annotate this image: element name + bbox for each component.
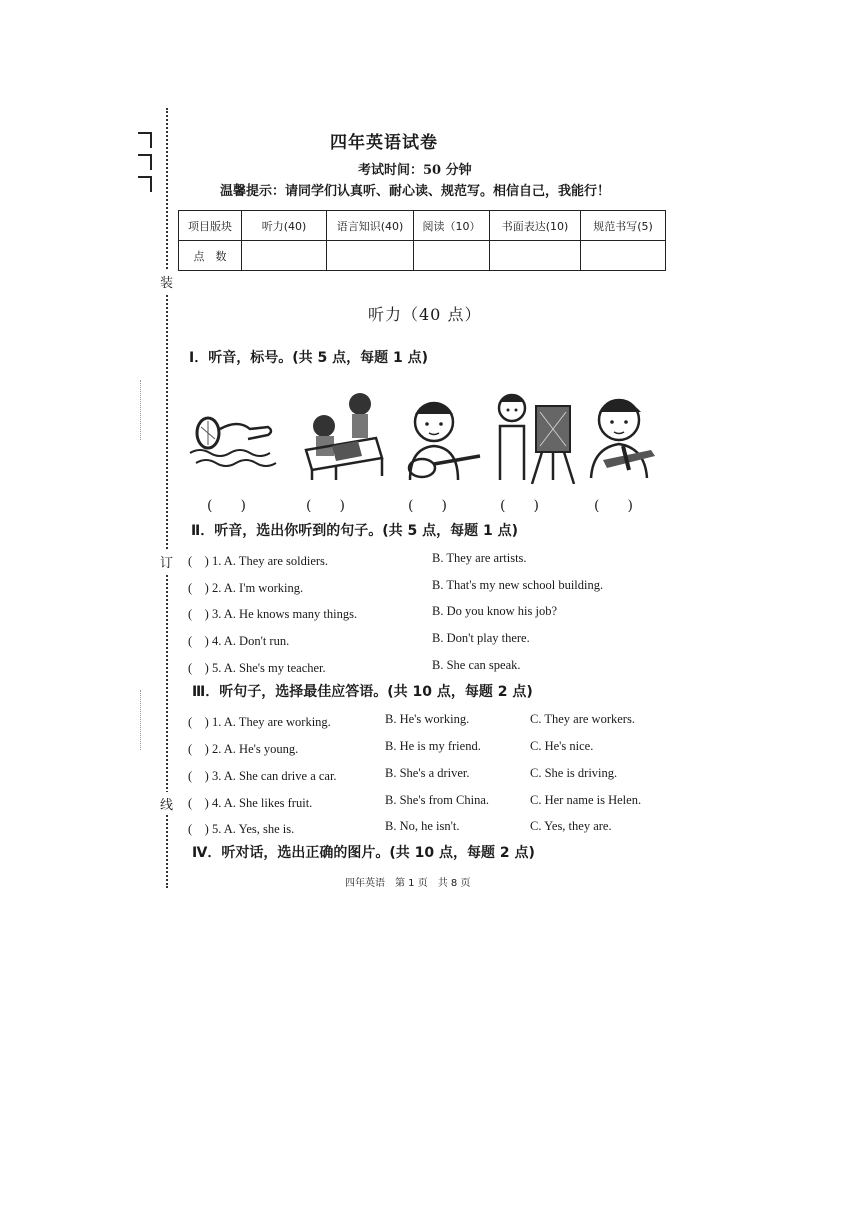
- part4-heading: Ⅳ．听对话，选出正确的图片。(共 10 点，每题 2 点): [192, 845, 535, 861]
- binding-char-zhuang: 装: [160, 270, 173, 293]
- part2-heading: Ⅱ．听音，选出你听到的句子。(共 5 点，每题 1 点): [191, 523, 518, 539]
- part3-heading: Ⅲ．听句子，选择最佳应答语。(共 10 点，每题 2 点): [192, 684, 533, 700]
- part1-heading: I．听音，标号。(共 5 点，每题 1 点): [189, 350, 428, 366]
- part2-option-a: ( ) 5. A. She's my teacher.: [188, 661, 326, 675]
- part3-option-b: B. He is my friend.: [385, 739, 481, 753]
- part2-option-b: B. She can speak.: [432, 658, 521, 672]
- part2-option-a: ( ) 4. A. Don't run.: [188, 634, 290, 648]
- part2-option-a: ( ) 2. A. I'm working.: [188, 581, 304, 595]
- painting-picture: [492, 388, 576, 484]
- guitar-picture: [400, 392, 482, 484]
- part3-option-c: C. Yes, they are.: [530, 819, 612, 833]
- score-table-header: [179, 211, 666, 241]
- score-header-cell: 听力(40): [242, 211, 327, 241]
- score-header-cell: 阅读（10）: [414, 211, 490, 241]
- score-cell[interactable]: [327, 241, 414, 271]
- score-header-cell: 语言知识(40): [327, 211, 414, 241]
- score-cell[interactable]: [490, 241, 581, 271]
- score-cell[interactable]: [414, 241, 490, 271]
- part3-option-c: C. Her name is Helen.: [530, 793, 642, 807]
- part3-option-b: B. No, he isn't.: [385, 819, 460, 833]
- binding-line: [166, 108, 168, 888]
- part3-option-a: ( ) 5. A. Yes, she is.: [188, 822, 295, 836]
- score-row-label: 点 数: [179, 241, 242, 271]
- binding-char-xian: 线: [160, 792, 173, 815]
- section-title: 听力（40 点）: [368, 305, 482, 324]
- name-bracket: [138, 132, 152, 148]
- part2-option-a: ( ) 1. A. They are soldiers.: [188, 554, 329, 568]
- swimming-picture: [188, 383, 280, 475]
- answer-blank[interactable]: ( ): [207, 498, 246, 514]
- page-footer: 四年英语 第 1 页 共 8 页: [345, 878, 471, 889]
- answer-blank[interactable]: ( ): [306, 498, 345, 514]
- model-plane-picture: [585, 386, 667, 480]
- exam-title: 四年英语试卷: [330, 133, 438, 153]
- part3-option-a: ( ) 2. A. He's young.: [188, 742, 299, 756]
- answer-blank[interactable]: ( ): [594, 498, 633, 514]
- part3-option-a: ( ) 1. A. They are working.: [188, 715, 331, 729]
- part2-option-b: B. Don't play there.: [432, 631, 530, 645]
- exam-time: 考试时间：50 分钟: [358, 163, 472, 178]
- part3-option-a: ( ) 4. A. She likes fruit.: [188, 796, 313, 810]
- part3-option-b: B. He's working.: [385, 712, 470, 726]
- faint-line: [140, 690, 141, 750]
- part3-option-c: C. He's nice.: [530, 739, 594, 753]
- answer-blank[interactable]: ( ): [500, 498, 539, 514]
- score-header-cell: 项目版块: [179, 211, 242, 241]
- binding-char-ding: 订: [160, 550, 173, 573]
- score-cell[interactable]: [581, 241, 666, 271]
- part3-option-b: B. She's from China.: [385, 793, 489, 807]
- part2-option-b: B. They are artists.: [432, 551, 527, 565]
- answer-blank[interactable]: ( ): [408, 498, 447, 514]
- part3-option-c: C. They are workers.: [530, 712, 635, 726]
- part3-option-a: ( ) 3. A. She can drive a car.: [188, 769, 337, 783]
- name-bracket: [138, 176, 152, 192]
- part3-option-b: B. She's a driver.: [385, 766, 470, 780]
- part2-option-a: ( ) 3. A. He knows many things.: [188, 607, 358, 621]
- part2-option-b: B. Do you know his job?: [432, 604, 557, 618]
- score-table-row: [179, 241, 666, 271]
- part3-option-c: C. She is driving.: [530, 766, 618, 780]
- exam-tip: 温馨提示：请同学们认真听、耐心读、规范写。相信自己，我能行！: [220, 184, 611, 199]
- score-header-cell: 书面表达(10): [490, 211, 581, 241]
- score-header-cell: 规范书写(5): [581, 211, 666, 241]
- part2-option-b: B. That's my new school building.: [432, 578, 604, 592]
- faint-line: [140, 380, 141, 440]
- score-table: [178, 210, 666, 271]
- name-bracket: [138, 154, 152, 170]
- chess-picture: [296, 386, 388, 480]
- score-cell[interactable]: [242, 241, 327, 271]
